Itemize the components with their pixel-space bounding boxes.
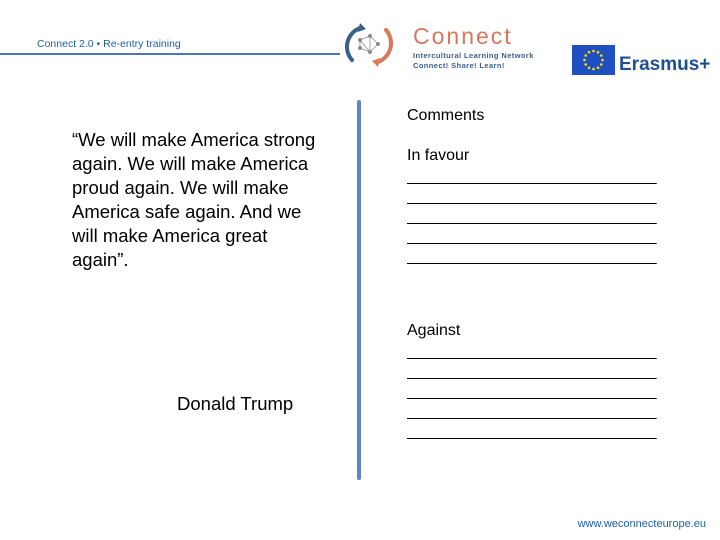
header-rule — [0, 53, 340, 55]
eu-star-icon — [583, 59, 586, 62]
erasmus-plus-label: Erasmus+ — [619, 54, 711, 75]
comments-heading: Comments — [407, 107, 485, 124]
in-favour-line: ______________________________ — [407, 168, 656, 185]
eu-star-icon — [584, 54, 587, 57]
quote-text: “We will make America strong again. We will make America proud again. We will make America safe again. And we will make America great again”. — [72, 129, 316, 270]
comments-panel — [407, 105, 692, 442]
in-favour-line: ______________________________ — [407, 248, 656, 265]
against-line: ______________________________ — [407, 343, 656, 360]
in-favour-line: ______________________________ — [407, 188, 656, 205]
against-line: ______________________________ — [407, 363, 656, 380]
eu-flag-icon — [572, 45, 615, 75]
against-line: ______________________________ — [407, 383, 656, 400]
eu-star-icon — [600, 63, 603, 66]
connect-logo-subtitle — [413, 51, 534, 71]
quote-author: Donald Trump — [177, 393, 294, 414]
eu-star-icon — [592, 50, 595, 53]
in-favour-line: ______________________________ — [407, 208, 656, 225]
connect-logo-icon — [340, 20, 398, 70]
eu-star-icon — [597, 66, 600, 69]
connect-logo-title: Connect — [413, 23, 513, 49]
eu-star-icon — [597, 51, 600, 54]
logo-subtitle-line-1: Intercultural Learning Network — [413, 51, 534, 60]
logo-subtitle-line-2: Connect! Share! Learn! — [413, 61, 505, 70]
footer-url[interactable]: www.weconnecteurope.eu — [577, 518, 706, 530]
vertical-divider — [357, 100, 361, 480]
eu-star-icon — [588, 51, 591, 54]
in-favour-line: ______________________________ — [407, 228, 656, 245]
eu-star-icon — [584, 63, 587, 66]
against-line: ______________________________ — [407, 403, 656, 420]
in-favour-label: In favour — [407, 147, 470, 164]
eu-star-icon — [588, 66, 591, 69]
header-caption: Connect 2.0 • Re-entry training — [37, 38, 181, 50]
eu-star-icon — [592, 68, 595, 71]
against-line: ______________________________ — [407, 423, 656, 440]
eu-star-icon — [600, 54, 603, 57]
against-label: Against — [407, 322, 461, 339]
eu-star-icon — [601, 59, 604, 62]
